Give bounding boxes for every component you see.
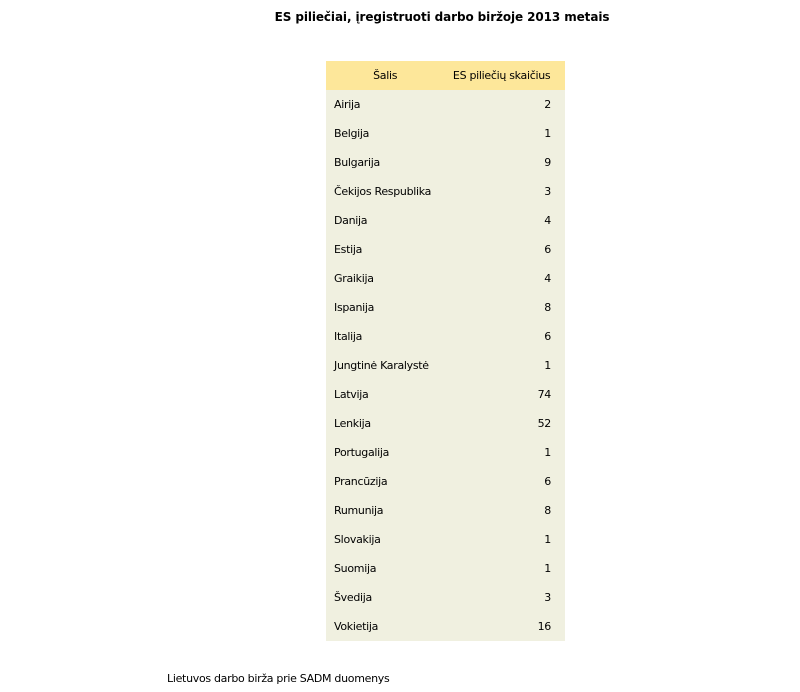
table-row [326, 467, 565, 496]
table-row [326, 206, 565, 235]
cell-country: Bulgarija [326, 148, 444, 177]
cell-count: 9 [444, 148, 565, 177]
cell-country: Švedija [326, 583, 444, 612]
cell-country: Graikija [326, 264, 444, 293]
cell-country: Ispanija [326, 293, 444, 322]
cell-count: 6 [444, 467, 565, 496]
cell-count: 16 [444, 612, 565, 641]
table-row [326, 119, 565, 148]
table-row [326, 148, 565, 177]
cell-country: Airija [326, 90, 444, 119]
cell-country: Jungtinė Karalystė [326, 351, 444, 380]
table-row [326, 409, 565, 438]
cell-country: Prancūzija [326, 467, 444, 496]
cell-count: 8 [444, 293, 565, 322]
table-row [326, 235, 565, 264]
table-header-row [326, 61, 565, 90]
cell-country: Italija [326, 322, 444, 351]
cell-count: 2 [444, 90, 565, 119]
table-row [326, 612, 565, 641]
table-row [326, 496, 565, 525]
table-row [326, 554, 565, 583]
cell-count: 74 [444, 380, 565, 409]
table-row [326, 525, 565, 554]
column-header-country: Šalis [326, 61, 444, 90]
cell-count: 1 [444, 119, 565, 148]
cell-count: 1 [444, 351, 565, 380]
cell-count: 1 [444, 525, 565, 554]
cell-count: 4 [444, 206, 565, 235]
cell-count: 3 [444, 177, 565, 206]
table-row [326, 351, 565, 380]
table-row [326, 264, 565, 293]
table-row [326, 322, 565, 351]
cell-count: 1 [444, 554, 565, 583]
citizens-table [326, 61, 565, 641]
cell-country: Latvija [326, 380, 444, 409]
table-row [326, 380, 565, 409]
cell-country: Belgija [326, 119, 444, 148]
cell-country: Estija [326, 235, 444, 264]
cell-country: Slovakija [326, 525, 444, 554]
cell-count: 6 [444, 235, 565, 264]
cell-count: 52 [444, 409, 565, 438]
cell-count: 8 [444, 496, 565, 525]
cell-country: Danija [326, 206, 444, 235]
table-row [326, 293, 565, 322]
table-row [326, 583, 565, 612]
table-row [326, 90, 565, 119]
table-row [326, 438, 565, 467]
cell-country: Suomija [326, 554, 444, 583]
cell-count: 3 [444, 583, 565, 612]
cell-country: Portugalija [326, 438, 444, 467]
cell-country: Lenkija [326, 409, 444, 438]
cell-country: Rumunija [326, 496, 444, 525]
table-row [326, 177, 565, 206]
source-note: Lietuvos darbo birža prie SADM duomenys [167, 672, 390, 685]
cell-count: 4 [444, 264, 565, 293]
cell-count: 6 [444, 322, 565, 351]
cell-country: Vokietija [326, 612, 444, 641]
column-header-count: ES piliečių skaičius [444, 61, 565, 90]
cell-country: Čekijos Respublika [326, 177, 444, 206]
page-title: ES piliečiai, įregistruoti darbo biržoje 2013 metais [274, 10, 610, 24]
cell-count: 1 [444, 438, 565, 467]
